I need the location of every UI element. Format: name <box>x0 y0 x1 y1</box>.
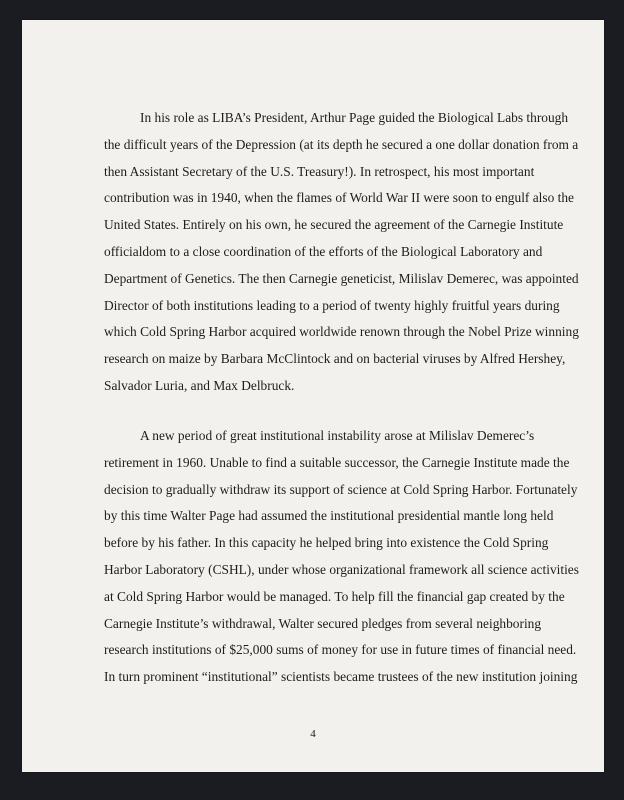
paragraph-2 <box>104 423 579 691</box>
text-line: research on maize by Barbara McClintock and on bacterial viruses by Alfred Hershey, <box>104 351 566 367</box>
text-line: contribution was in 1940, when the flames of World War II were soon to engulf also the <box>104 190 575 206</box>
document-page <box>22 20 604 772</box>
text-line: then Assistant Secretary of the U.S. Treasury!). In retrospect, his most important <box>104 163 535 179</box>
text-line: In his role as LIBA’s President, Arthur Page guided the Biological Labs through <box>140 110 569 125</box>
text-line: before by his father. In this capacity he helped bring into existence the Cold Spring <box>104 535 549 551</box>
paragraph-1 <box>104 105 579 400</box>
text-line: decision to gradually withdraw its support of science at Cold Spring Harbor. Fortunately <box>104 481 578 497</box>
text-line: Director of both institutions leading to a period of twenty highly fruitful years during <box>104 297 560 313</box>
page-number: 4 <box>310 728 316 740</box>
text-line: retirement in 1960. Unable to find a suitable successor, the Carnegie Institute made the <box>104 454 570 470</box>
text-line: Harbor Laboratory (CSHL), under whose organizational framework all science activities <box>104 561 579 577</box>
text-line: Department of Genetics. The then Carnegie geneticist, Milislav Demerec, was appointed <box>104 270 579 286</box>
text-line: United States. Entirely on his own, he secured the agreement of the Carnegie Institute <box>104 217 564 233</box>
text-line: Salvador Luria, and Max Delbruck. <box>104 377 295 393</box>
text-line: A new period of great institutional instability arose at Milislav Demerec’s <box>140 428 535 443</box>
text-line: at Cold Spring Harbor would be managed. To help fill the financial gap created by the <box>104 588 565 604</box>
text-line: by this time Walter Page had assumed the institutional presidential mantle long held <box>104 508 554 524</box>
text-line: research institutions of $25,000 sums of money for use in future times of financial need. <box>104 642 577 658</box>
text-line: the difficult years of the Depression (at its depth he secured a one dollar donation from a <box>104 136 579 152</box>
text-line: officialdom to a close coordination of the efforts of the Biological Laboratory and <box>104 243 543 259</box>
text-line: Carnegie Institute’s withdrawal, Walter secured pledges from several neighboring <box>104 615 542 631</box>
text-line: In turn prominent “institutional” scientists became trustees of the new institution joining <box>104 669 578 685</box>
text-line: which Cold Spring Harbor acquired worldwide renown through the Nobel Prize winning <box>104 324 579 340</box>
